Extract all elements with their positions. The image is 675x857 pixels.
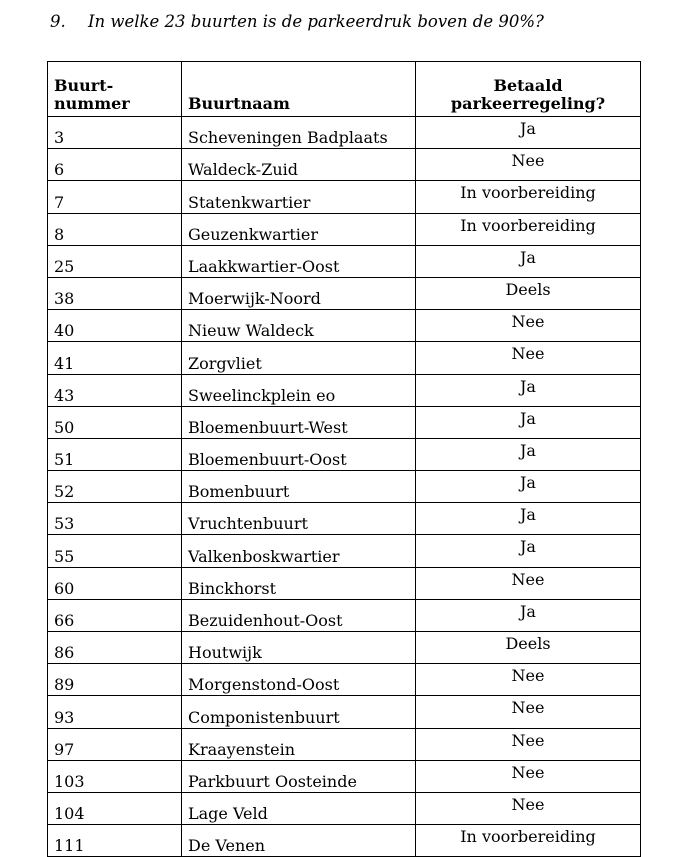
neighbourhood-number-cell: 93 bbox=[48, 696, 182, 728]
table-row bbox=[48, 760, 641, 792]
table-row bbox=[48, 503, 641, 535]
neighbourhood-name-cell: Bezuidenhout-Oost bbox=[182, 599, 416, 631]
paid-parking-cell: Deels bbox=[416, 632, 641, 664]
table-row bbox=[48, 535, 641, 567]
table-row bbox=[48, 471, 641, 503]
header-neighbourhood-name: Buurtnaam bbox=[182, 62, 416, 117]
neighbourhood-number-cell: 50 bbox=[48, 406, 182, 438]
paid-parking-cell: Nee bbox=[416, 342, 641, 374]
neighbourhood-name-cell: De Venen bbox=[182, 825, 416, 857]
neighbourhood-name-cell: Binckhorst bbox=[182, 567, 416, 599]
neighbourhood-number-cell: 3 bbox=[48, 117, 182, 149]
paid-parking-cell: Ja bbox=[416, 438, 641, 470]
header-neighbourhood-number bbox=[48, 62, 182, 117]
neighbourhood-name-cell: Statenkwartier bbox=[182, 181, 416, 213]
table-row bbox=[48, 438, 641, 470]
table-row bbox=[48, 792, 641, 824]
table-row bbox=[48, 310, 641, 342]
table-row bbox=[48, 117, 641, 149]
paid-parking-cell: Nee bbox=[416, 760, 641, 792]
table-row bbox=[48, 374, 641, 406]
neighbourhood-name-cell: Bomenbuurt bbox=[182, 471, 416, 503]
header-paid-line2: parkeerregeling? bbox=[450, 94, 606, 113]
neighbourhood-name-cell: Waldeck-Zuid bbox=[182, 149, 416, 181]
table-header-row bbox=[48, 62, 641, 117]
header-paid-line1: Betaald bbox=[493, 76, 563, 95]
paid-parking-cell: Nee bbox=[416, 728, 641, 760]
paid-parking-cell: Nee bbox=[416, 149, 641, 181]
paid-parking-cell: Ja bbox=[416, 245, 641, 277]
neighbourhood-number-cell: 38 bbox=[48, 277, 182, 309]
neighbourhood-number-cell: 89 bbox=[48, 664, 182, 696]
neighbourhood-name-cell: Sweelinckplein eo bbox=[182, 374, 416, 406]
question-number: 9. bbox=[50, 12, 66, 31]
neighbourhood-number-cell: 53 bbox=[48, 503, 182, 535]
paid-parking-cell: Ja bbox=[416, 503, 641, 535]
neighbourhood-name-cell: Zorgvliet bbox=[182, 342, 416, 374]
neighbourhood-number-cell: 55 bbox=[48, 535, 182, 567]
neighbourhood-number-cell: 6 bbox=[48, 149, 182, 181]
neighbourhood-number-cell: 51 bbox=[48, 438, 182, 470]
paid-parking-cell: In voorbereiding bbox=[416, 825, 641, 857]
paid-parking-cell: Nee bbox=[416, 696, 641, 728]
neighbourhood-name-cell: Scheveningen Badplaats bbox=[182, 117, 416, 149]
table-row bbox=[48, 599, 641, 631]
neighbourhood-table bbox=[47, 61, 641, 857]
question-heading bbox=[50, 12, 544, 31]
neighbourhood-number-cell: 66 bbox=[48, 599, 182, 631]
neighbourhood-name-cell: Parkbuurt Oosteinde bbox=[182, 760, 416, 792]
table-row bbox=[48, 728, 641, 760]
header-number-line1: Buurt- bbox=[54, 76, 114, 95]
neighbourhood-name-cell: Houtwijk bbox=[182, 632, 416, 664]
table-row bbox=[48, 181, 641, 213]
table-row bbox=[48, 825, 641, 857]
table-row bbox=[48, 567, 641, 599]
table-row bbox=[48, 213, 641, 245]
paid-parking-cell: Deels bbox=[416, 277, 641, 309]
neighbourhood-name-cell: Lage Veld bbox=[182, 792, 416, 824]
neighbourhood-name-cell: Vruchtenbuurt bbox=[182, 503, 416, 535]
paid-parking-cell: Nee bbox=[416, 792, 641, 824]
neighbourhood-number-cell: 40 bbox=[48, 310, 182, 342]
neighbourhood-name-cell: Geuzenkwartier bbox=[182, 213, 416, 245]
table-body bbox=[48, 117, 641, 857]
neighbourhood-number-cell: 7 bbox=[48, 181, 182, 213]
paid-parking-cell: Ja bbox=[416, 117, 641, 149]
table-row bbox=[48, 245, 641, 277]
neighbourhood-number-cell: 52 bbox=[48, 471, 182, 503]
neighbourhood-number-cell: 86 bbox=[48, 632, 182, 664]
neighbourhood-number-cell: 41 bbox=[48, 342, 182, 374]
question-text: In welke 23 buurten is de parkeerdruk boven de 90%? bbox=[88, 12, 544, 31]
neighbourhood-name-cell: Kraayenstein bbox=[182, 728, 416, 760]
neighbourhood-name-cell: Valkenboskwartier bbox=[182, 535, 416, 567]
neighbourhood-name-cell: Bloemenbuurt-West bbox=[182, 406, 416, 438]
neighbourhood-name-cell: Componistenbuurt bbox=[182, 696, 416, 728]
table-row bbox=[48, 342, 641, 374]
neighbourhood-name-cell: Morgenstond-Oost bbox=[182, 664, 416, 696]
paid-parking-cell: Nee bbox=[416, 310, 641, 342]
paid-parking-cell: In voorbereiding bbox=[416, 213, 641, 245]
neighbourhood-name-cell: Nieuw Waldeck bbox=[182, 310, 416, 342]
table-row bbox=[48, 149, 641, 181]
paid-parking-cell: Nee bbox=[416, 664, 641, 696]
table-row bbox=[48, 406, 641, 438]
neighbourhood-number-cell: 8 bbox=[48, 213, 182, 245]
neighbourhood-number-cell: 43 bbox=[48, 374, 182, 406]
neighbourhood-number-cell: 103 bbox=[48, 760, 182, 792]
neighbourhood-name-cell: Bloemenbuurt-Oost bbox=[182, 438, 416, 470]
neighbourhood-number-cell: 25 bbox=[48, 245, 182, 277]
neighbourhood-name-cell: Laakkwartier-Oost bbox=[182, 245, 416, 277]
neighbourhood-name-cell: Moerwijk-Noord bbox=[182, 277, 416, 309]
table-row bbox=[48, 277, 641, 309]
paid-parking-cell: Ja bbox=[416, 406, 641, 438]
header-paid-parking bbox=[416, 62, 641, 117]
paid-parking-cell: In voorbereiding bbox=[416, 181, 641, 213]
neighbourhood-number-cell: 104 bbox=[48, 792, 182, 824]
neighbourhood-number-cell: 97 bbox=[48, 728, 182, 760]
paid-parking-cell: Ja bbox=[416, 599, 641, 631]
neighbourhood-number-cell: 60 bbox=[48, 567, 182, 599]
paid-parking-cell: Ja bbox=[416, 471, 641, 503]
paid-parking-cell: Ja bbox=[416, 374, 641, 406]
paid-parking-cell: Ja bbox=[416, 535, 641, 567]
header-number-line2: nummer bbox=[54, 94, 130, 113]
paid-parking-cell: Nee bbox=[416, 567, 641, 599]
table-row bbox=[48, 664, 641, 696]
table-row bbox=[48, 632, 641, 664]
neighbourhood-number-cell: 111 bbox=[48, 825, 182, 857]
table-row bbox=[48, 696, 641, 728]
